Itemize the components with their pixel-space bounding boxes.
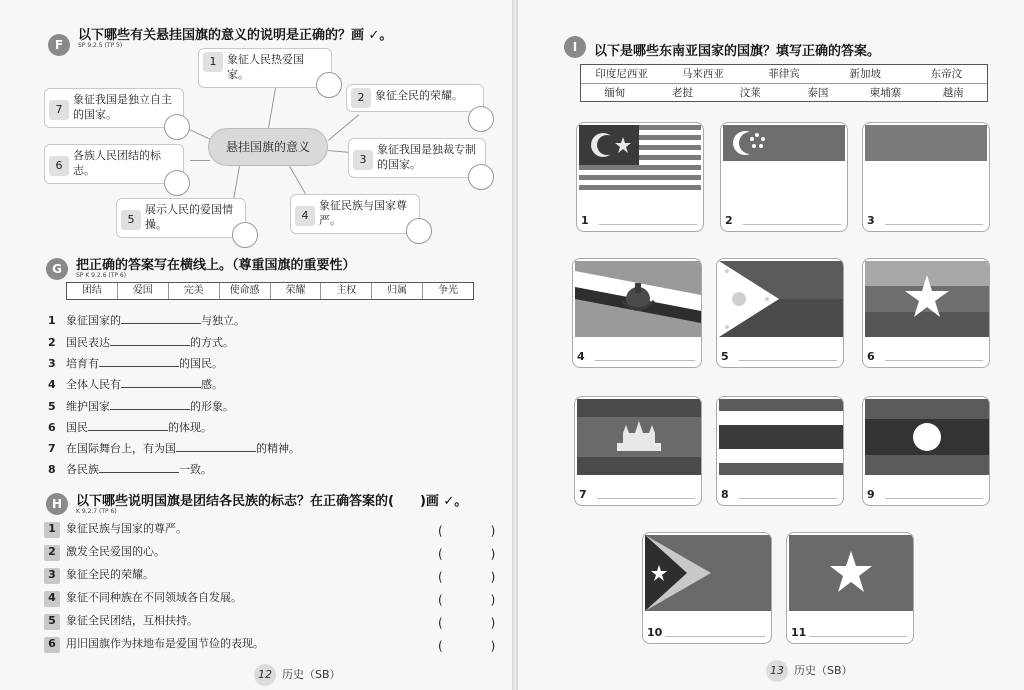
word-bank-item: 爱国: [118, 283, 169, 299]
country-name: 菲律宾: [768, 68, 800, 80]
mindmap-node-5: [116, 198, 246, 238]
flag-card-2: [720, 122, 848, 232]
answer-blank[interactable]: [88, 420, 168, 431]
page-footer-left: [254, 664, 341, 686]
node-text: 象征民族与国家尊严。: [319, 199, 407, 227]
choice-item: 4 象征不同种族在不同领域各自发展。: [44, 591, 494, 607]
flag-card-5: [716, 258, 844, 368]
answer-parentheses[interactable]: ( ): [438, 570, 496, 584]
flag-number: 6: [867, 350, 875, 363]
malaysia-flag-icon: [579, 125, 701, 197]
answer-line[interactable]: [809, 636, 907, 637]
answer-parentheses[interactable]: ( ): [438, 547, 496, 561]
flag-number: 1: [581, 214, 589, 227]
answer-parentheses[interactable]: ( ): [438, 524, 496, 538]
node-number: 7: [49, 100, 69, 120]
flag-number: 4: [577, 350, 585, 363]
answer-circle-7[interactable]: [164, 114, 190, 140]
answer-line[interactable]: [739, 498, 837, 499]
laos-flag-icon: [865, 399, 989, 475]
flag-card-6: [862, 258, 990, 368]
brunei-flag-icon: [575, 261, 701, 337]
section-i-title: 以下是哪些东南亚国家的国旗？填写正确的答案。: [594, 44, 881, 59]
node-text: 展示人民的爱国情操。: [145, 203, 233, 231]
answer-line[interactable]: [885, 498, 983, 499]
answer-blank[interactable]: [176, 441, 256, 452]
flag-card-3: [862, 122, 990, 232]
country-name: 泰国: [807, 87, 829, 99]
mindmap-center: 悬挂国旗的意义: [208, 128, 328, 166]
flag-number: 10: [647, 626, 663, 639]
flag-number: 2: [725, 214, 733, 227]
country-name: 老挝: [672, 87, 693, 99]
answer-line[interactable]: [597, 498, 695, 499]
flag-number: 7: [579, 488, 587, 501]
flag-number: 9: [867, 488, 875, 501]
country-name: 汶莱: [739, 87, 761, 99]
indonesia-flag-icon: [865, 125, 987, 197]
flag-card-4: [572, 258, 702, 368]
answer-circle-1[interactable]: [316, 72, 342, 98]
philippines-flag-icon: [719, 261, 843, 337]
word-bank-item: 争光: [438, 285, 459, 296]
country-name: 缅甸: [604, 87, 626, 99]
answer-line[interactable]: [885, 360, 983, 361]
node-text: 象征我国是独立自主的国家。: [73, 93, 172, 121]
country-name: 柬埔寨: [869, 87, 902, 99]
country-name: 印度尼西亚: [595, 68, 648, 80]
section-g-code: SP K 9.2.6 (TP 6): [76, 272, 127, 279]
choice-item: 5 象征全民团结，互相扶持。: [44, 614, 494, 630]
word-bank-item: 荣耀: [271, 283, 322, 299]
word-bank-item: 团结: [67, 283, 118, 299]
country-name: 越南: [942, 87, 964, 99]
flag-number: 11: [791, 626, 807, 639]
mindmap-node-1: [198, 48, 332, 88]
timor-leste-flag-icon: [645, 535, 771, 611]
country-name: 新加坡: [849, 68, 881, 80]
node-text: 象征全民的荣耀。: [375, 89, 463, 102]
flag-card-7: [574, 396, 702, 506]
node-number: 1: [203, 52, 223, 72]
node-text: 象征我国是独裁专制的国家。: [377, 143, 476, 171]
answer-blank[interactable]: [99, 356, 179, 367]
fill-blank-item: 3 培育有 的国民。: [48, 357, 223, 370]
mindmap-node-3: [348, 138, 486, 178]
answer-circle-5[interactable]: [232, 222, 258, 248]
answer-circle-4[interactable]: [406, 218, 432, 244]
choice-item: 1 象征民族与国家的尊严。: [44, 522, 494, 538]
answer-line[interactable]: [885, 224, 983, 225]
fill-blank-item: 5 维护国家 的形象。: [48, 400, 234, 413]
mindmap-node-4: [290, 194, 420, 234]
section-g-title: 把正确的答案写在横线上。（尊重国旗的重要性）: [76, 258, 356, 273]
word-bank-item: 主权: [321, 283, 372, 299]
node-number: 3: [353, 150, 373, 170]
section-i-badge: I: [564, 36, 586, 58]
section-h-badge: H: [46, 493, 68, 515]
node-number: 5: [121, 210, 141, 230]
flag-number: 3: [867, 214, 875, 227]
answer-blank[interactable]: [99, 462, 179, 473]
country-name: 东帝汶: [930, 68, 963, 80]
page-number: 13: [766, 660, 788, 682]
fill-blank-item: 1 象征国家的 与独立。: [48, 314, 245, 327]
thailand-flag-icon: [719, 399, 843, 475]
cambodia-flag-icon: [577, 399, 701, 475]
country-name-table: [580, 64, 988, 102]
vietnam-flag-icon: [789, 535, 913, 611]
answer-circle-3[interactable]: [468, 164, 494, 190]
fill-blank-item: 8 各民族 一致。: [48, 463, 212, 476]
answer-blank[interactable]: [121, 313, 201, 324]
choice-item: 2 激发全民爱国的心。: [44, 545, 494, 561]
fill-blank-item: 2 国民表达 的方式。: [48, 336, 234, 349]
section-f-code: SP 9.2.5 (TP 5): [78, 42, 123, 49]
choice-item: 6 用旧国旗作为抹地布是爱国节俭的表现。: [44, 637, 494, 653]
node-number: 4: [295, 206, 315, 226]
flag-card-10: [642, 532, 772, 644]
answer-line[interactable]: [595, 360, 695, 361]
fill-blank-item: 6 国民 的体现。: [48, 421, 212, 434]
flag-card-8: [716, 396, 844, 506]
page-number: 12: [254, 664, 276, 686]
mindmap-connector: [190, 160, 210, 161]
footer-label: 历史（SB）: [794, 664, 853, 677]
section-g-badge: G: [46, 258, 68, 280]
section-h-title: 以下哪些说明国旗是团结各民族的标志？在正确答案的( )画 ✓。: [76, 494, 468, 509]
flag-card-9: [862, 396, 990, 506]
node-text: 象征人民热爱国家。: [227, 53, 304, 81]
fill-blank-item: 4 全体人民有 感。: [48, 378, 223, 391]
answer-line[interactable]: [739, 360, 837, 361]
mindmap-node-2: [346, 84, 484, 112]
flag-card-1: [576, 122, 704, 232]
section-f-title: 以下哪些有关悬挂国旗的意义的说明是正确的？画 ✓。: [78, 28, 393, 43]
answer-blank[interactable]: [110, 335, 190, 346]
answer-parentheses[interactable]: ( ): [438, 593, 496, 607]
flag-number: 8: [721, 488, 729, 501]
node-number: 2: [351, 88, 371, 108]
answer-parentheses[interactable]: ( ): [438, 639, 496, 653]
answer-blank[interactable]: [121, 377, 201, 388]
answer-line[interactable]: [599, 224, 697, 225]
flag-number: 5: [721, 350, 729, 363]
choice-item: 3 象征全民的荣耀。: [44, 568, 494, 584]
answer-circle-6[interactable]: [164, 170, 190, 196]
answer-line[interactable]: [743, 224, 841, 225]
page-footer-right: [766, 660, 853, 682]
mindmap-node-7: [44, 88, 184, 128]
fill-blank-item: 7 在国际舞台上，有为国 的精神。: [48, 442, 300, 455]
node-number: 6: [49, 156, 69, 176]
mindmap-node-6: [44, 144, 184, 184]
node-text: 各族人民团结的标志。: [73, 149, 161, 177]
myanmar-flag-icon: [865, 261, 989, 337]
word-bank-item: 使命感: [220, 283, 271, 299]
footer-label: 历史（SB）: [282, 668, 341, 681]
answer-blank[interactable]: [110, 399, 190, 410]
word-bank-item: 完美: [169, 283, 220, 299]
word-bank-item: 归属: [372, 283, 423, 299]
singapore-flag-icon: [723, 125, 845, 197]
section-h-code: K 9.2.7 (TP 6): [76, 508, 117, 515]
section-f-badge: F: [48, 34, 70, 56]
answer-parentheses[interactable]: ( ): [438, 616, 496, 630]
country-name: 马来西亚: [681, 68, 724, 80]
flag-card-11: [786, 532, 914, 644]
word-bank: [66, 282, 474, 300]
answer-circle-2[interactable]: [468, 106, 494, 132]
answer-line[interactable]: [665, 636, 765, 637]
